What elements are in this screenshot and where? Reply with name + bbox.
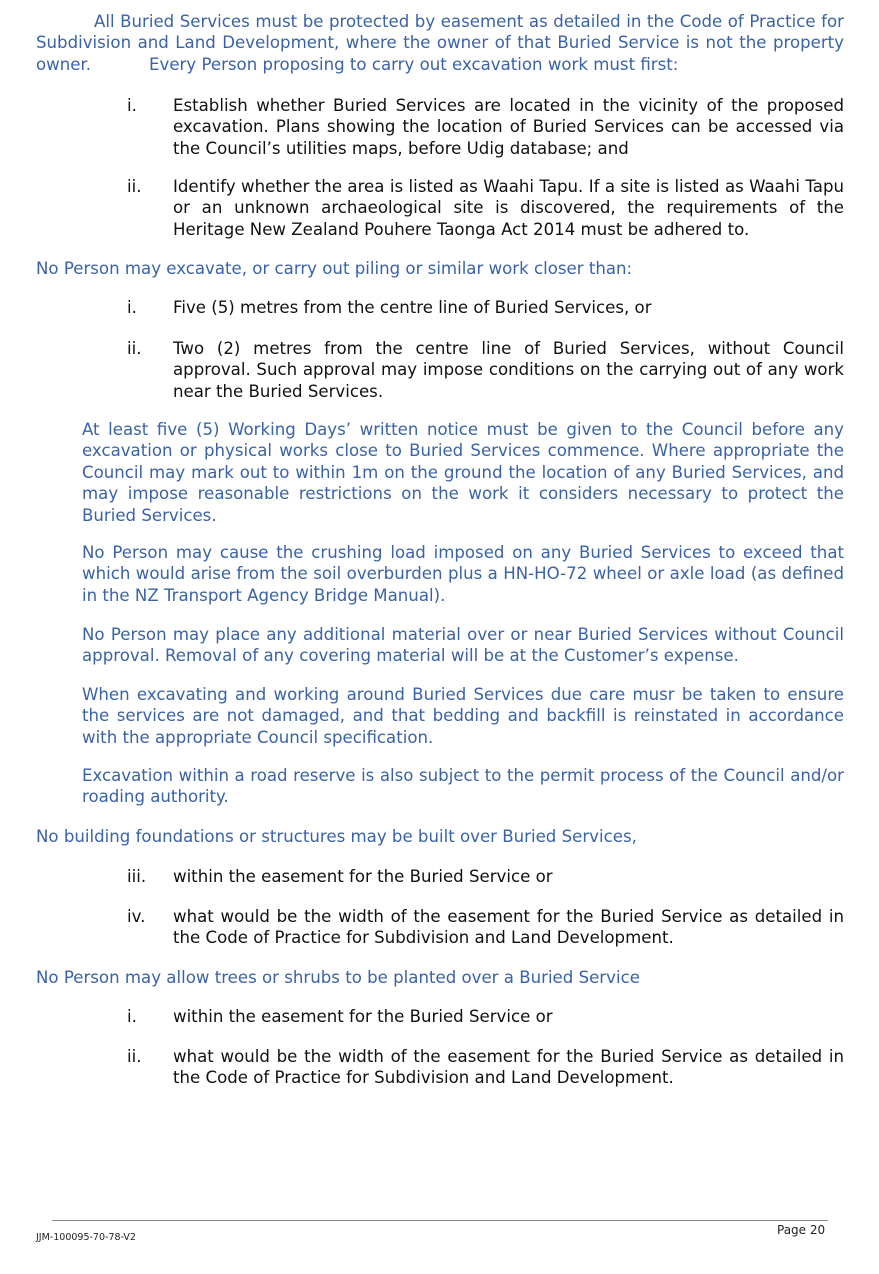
material-paragraph: No Person may place any additional material over or near Buried Services without Council approval. Removal of any covering material will be at the Customer’s expense. <box>82 625 844 666</box>
care-paragraph: When excavating and working around Buried Services due care musr be taken to ensure the services are not damaged, and that bedding and backfill is reinstated in accordance with the appropriate Council specification. <box>82 685 844 747</box>
list-item <box>127 297 844 318</box>
list-item-number: ii. <box>127 1047 142 1066</box>
list-item-text: Establish whether Buried Services are located in the vicinity of the proposed excavation. Plans showing the location of Buried Services can be accessed via the Council’s utilities maps, before Udig database; and <box>173 96 844 158</box>
list-item-number: iv. <box>127 907 146 926</box>
list-item-text: what would be the width of the easement for the Buried Service as detailed in the Code of Practice for Subdivision and Land Development. <box>173 907 844 948</box>
list-item-text: Identify whether the area is listed as Waahi Tapu. If a site is listed as Waahi Tapu or an unknown archaeological site is discovered, the requirements of the Heritage New Zealand Pouhere Taonga Act 2014 must be adhered to. <box>173 177 844 239</box>
footer-divider <box>52 1220 828 1221</box>
load-paragraph: No Person may cause the crushing load imposed on any Buried Services to exceed that which would arise from the soil overburden plus a HN-HO-72 wheel or axle load (as defined in the NZ Transport Agency Bridge Manual). <box>82 543 844 605</box>
intro-paragraph <box>36 11 844 75</box>
list-item-number: i. <box>127 298 137 317</box>
page-number: Page 20 <box>777 1223 826 1237</box>
intro-text-b: Every Person proposing to carry out excavation work must first: <box>149 54 679 74</box>
road-paragraph: Excavation within a road reserve is also subject to the permit process of the Council and/or roading authority. <box>82 766 844 807</box>
document-reference: JJM-100095-70-78-V2 <box>36 1232 136 1243</box>
list-item-text: Five (5) metres from the centre line of Buried Services, or <box>173 298 652 317</box>
list-item <box>127 1006 844 1027</box>
foundations-heading: No building foundations or structures may be built over Buried Services, <box>36 827 637 846</box>
list-item <box>127 866 844 887</box>
list-item-number: iii. <box>127 867 147 886</box>
trees-heading: No Person may allow trees or shrubs to be planted over a Buried Service <box>36 968 640 987</box>
list-item <box>127 906 844 949</box>
list-item-number: ii. <box>127 177 142 196</box>
list-item-text: within the easement for the Buried Service or <box>173 1007 553 1026</box>
list-item-number: ii. <box>127 339 142 358</box>
list-item <box>127 338 844 402</box>
list-item <box>127 1046 844 1089</box>
intro-text-a: All Buried Services must be protected by easement as detailed in the Code of Practice for Subdivision and Land Development, where the owner of that Buried Service is not the property owner. <box>36 12 844 74</box>
list-item-number: i. <box>127 1007 137 1026</box>
notice-paragraph: At least five (5) Working Days’ written notice must be given to the Council before any excavation or physical works close to Buried Services commence. Where appropriate the Council may mark out to within 1m on the ground the location of any Buried Services, and may impose reasonable restrictions on the work it considers necessary to protect the Buried Services. <box>82 420 844 525</box>
list-item <box>127 95 844 159</box>
excavate-heading: No Person may excavate, or carry out piling or similar work closer than: <box>36 259 633 278</box>
list-item-number: i. <box>127 96 137 115</box>
list-item-text: within the easement for the Buried Service or <box>173 867 553 886</box>
list-item-text: what would be the width of the easement for the Buried Service as detailed in the Code of Practice for Subdivision and Land Development. <box>173 1047 844 1088</box>
list-item <box>127 176 844 240</box>
list-item-text: Two (2) metres from the centre line of Buried Services, without Council approval. Such approval may impose conditions on the carrying out of any work near the Buried Services. <box>173 339 844 401</box>
